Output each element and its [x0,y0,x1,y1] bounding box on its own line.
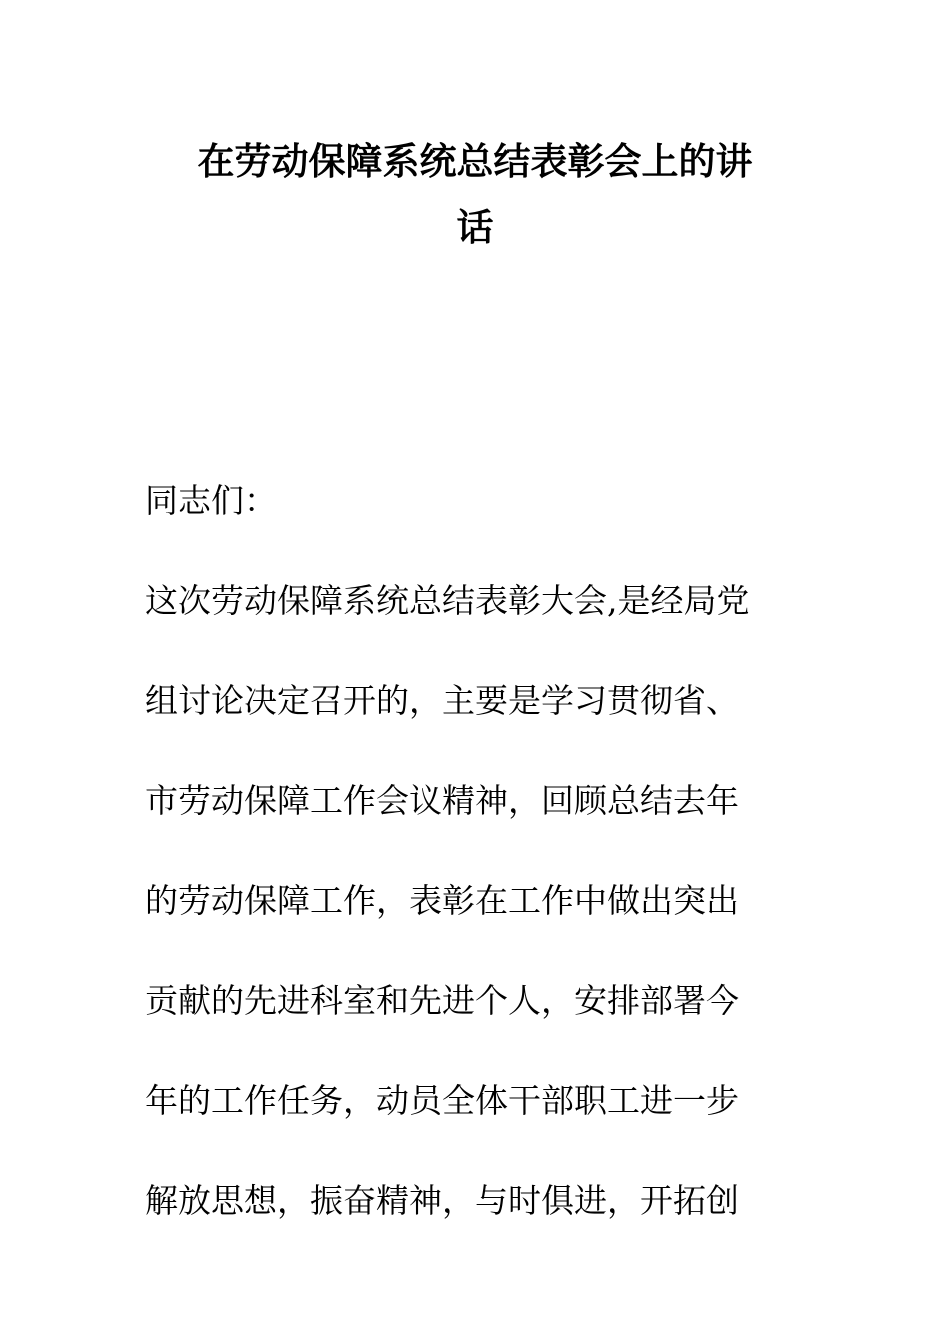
body-line-4: 的劳动保障工作，表彰在工作中做出突出 [145,881,739,920]
salutation: 同志们： [145,481,277,520]
body-line-7: 解放思想，振奋精神，与时俱进，开拓创 [145,1181,739,1220]
body-line-3: 市劳动保障工作会议精神，回顾总结去年 [145,781,739,820]
body-line-5: 贡献的先进科室和先进个人，安排部署今 [145,981,739,1020]
body-line-6: 年的工作任务，动员全体干部职工进一步 [145,1081,739,1120]
title-line-1: 在劳动保障系统总结表彰会上的讲 [197,139,753,183]
title-line-2: 话 [456,205,494,249]
body-line-1: 这次劳动保障系统总结表彰大会,是经局党 [145,581,750,620]
body-paragraph [145,573,825,1273]
body-line-2: 组讨论决定召开的，主要是学习贯彻省、 [145,681,739,720]
document-title [145,128,805,260]
